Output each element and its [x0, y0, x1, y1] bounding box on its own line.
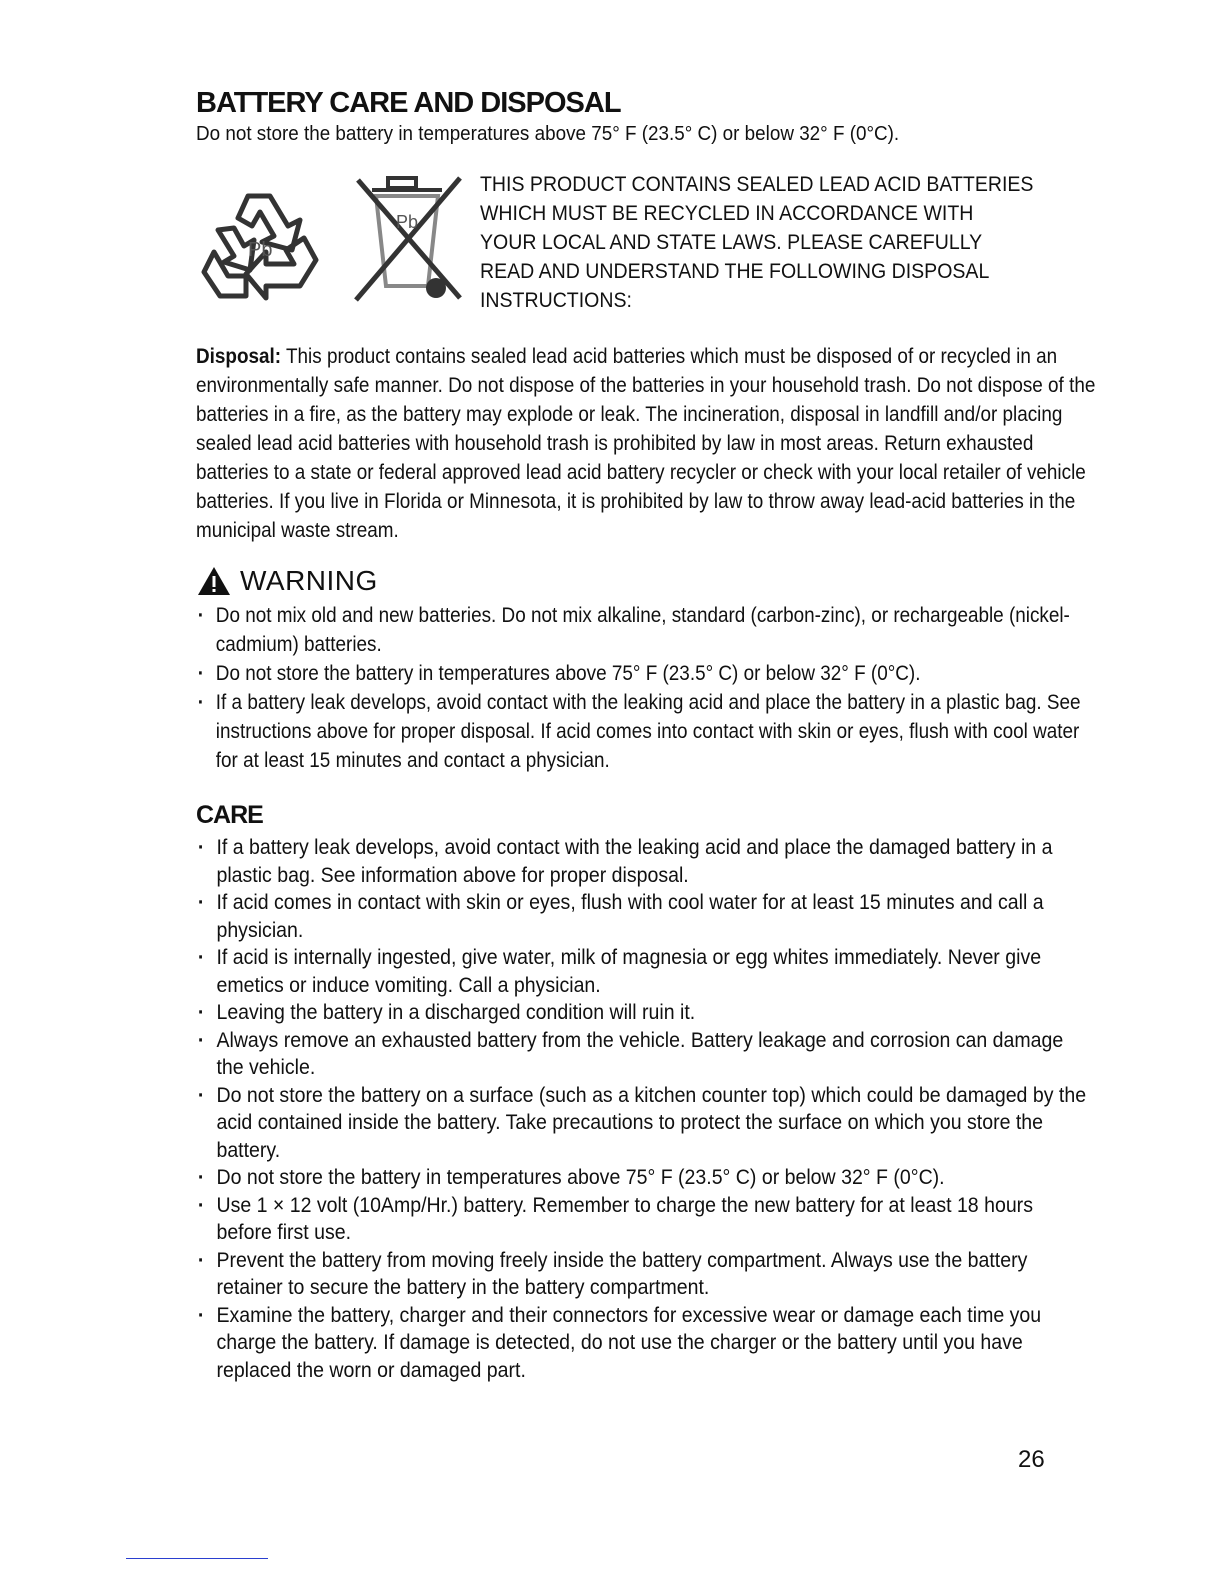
care-item: · Do not store the battery in temperatures above 75° F (23.5° C) or below 32° F (0°C).	[196, 1164, 1093, 1192]
care-item: · If acid is internally ingested, give water, milk of magnesia or egg whites immediately. Never give emetics or induce vomiting. Call a physician.	[196, 944, 1093, 999]
care-item: · If acid comes in contact with skin or eyes, flush with cool water for at least 15 minutes and call a physician.	[196, 889, 1093, 944]
crossed-bin-icon	[342, 170, 472, 310]
warning-triangle-icon	[196, 565, 232, 597]
warning-item: · Do not store the battery in temperatures above 75° F (23.5° C) or below 32° F (0°C).	[196, 659, 1096, 688]
warning-heading	[196, 565, 1096, 597]
notice-line: READ AND UNDERSTAND THE FOLLOWING DISPOSAL	[480, 260, 990, 283]
warning-item: · If a battery leak develops, avoid contact with the leaking acid and place the battery in a plastic bag. See instructions above for proper disposal. If acid comes into contact with skin or eyes, flush with cool water for at least 15 minutes and contact a physician.	[196, 688, 1096, 775]
disposal-text: This product contains sealed lead acid batteries which must be disposed of or recycled in an environmentally safe manner. Do not dispose of the batteries in your household trash. Do not dispose of the batteries in a fire, as the battery may explode or leak. The incineration, disposal in landfill and/or placing sealed lead acid batteries with household trash is prohibited by law in most areas. Return exhausted batteries to a state or federal approved lead acid battery recycler or check with your local retailer of vehicle batteries. If you live in Florida or Minnesota, it is prohibited by law to throw away lead-acid batteries in the municipal waste stream.	[196, 345, 1096, 542]
notice-line: YOUR LOCAL AND STATE LAWS. PLEASE CAREFULLY	[480, 231, 983, 254]
care-item: · Prevent the battery from moving freely inside the battery compartment. Always use the battery retainer to secure the battery in the battery compartment.	[196, 1247, 1093, 1302]
page-number: 26	[1018, 1446, 1045, 1473]
disposal-paragraph	[196, 342, 1096, 545]
care-heading: CARE	[196, 801, 263, 829]
care-item: · Always remove an exhausted battery from the vehicle. Battery leakage and corrosion can damage the vehicle.	[196, 1027, 1093, 1082]
recycling-notice-row	[196, 170, 1096, 320]
recycle-icon	[200, 178, 330, 308]
bin-pb-label: Pb	[396, 212, 419, 232]
care-list	[196, 834, 1093, 1384]
page-title: BATTERY CARE AND DISPOSAL	[196, 87, 621, 119]
storage-temperature-note: Do not store the battery in temperatures above 75° F (23.5° C) or below 32° F (0°C).	[196, 122, 900, 145]
notice-line: WHICH MUST BE RECYCLED IN ACCORDANCE WITH	[480, 202, 974, 225]
warning-item: · Do not mix old and new batteries. Do not mix alkaline, standard (carbon-zinc), or rechargeable (nickel-cadmium) batteries.	[196, 601, 1096, 659]
warning-list	[196, 601, 1096, 775]
care-item: · Examine the battery, charger and their connectors for excessive wear or damage each time you charge the battery. If damage is detected, do not use the charger or the battery until you have replaced the worn or damaged part.	[196, 1302, 1093, 1385]
notice-line: INSTRUCTIONS:	[480, 289, 632, 312]
recycling-symbols	[196, 170, 476, 320]
disposal-label: Disposal:	[196, 345, 282, 368]
manual-page	[196, 86, 1096, 1384]
care-item: · If a battery leak develops, avoid contact with the leaking acid and place the damaged battery in a plastic bag. See information above for proper disposal.	[196, 834, 1093, 889]
notice-line: THIS PRODUCT CONTAINS SEALED LEAD ACID BATTERIES	[480, 173, 1034, 196]
care-item: · Use 1 × 12 volt (10Amp/Hr.) battery. Remember to charge the new battery for at least 18 hours before first use.	[196, 1192, 1093, 1247]
care-item: · Leaving the battery in a discharged condition will ruin it.	[196, 999, 1093, 1027]
recycling-notice	[480, 170, 1033, 320]
warning-label: WARNING	[240, 565, 378, 596]
footer-rule	[126, 1558, 268, 1559]
care-item: · Do not store the battery on a surface (such as a kitchen counter top) which could be damaged by the acid contained inside the battery. Take precautions to protect the surface on which you store the battery.	[196, 1082, 1093, 1165]
recycle-pb-label: Pb	[248, 239, 273, 261]
